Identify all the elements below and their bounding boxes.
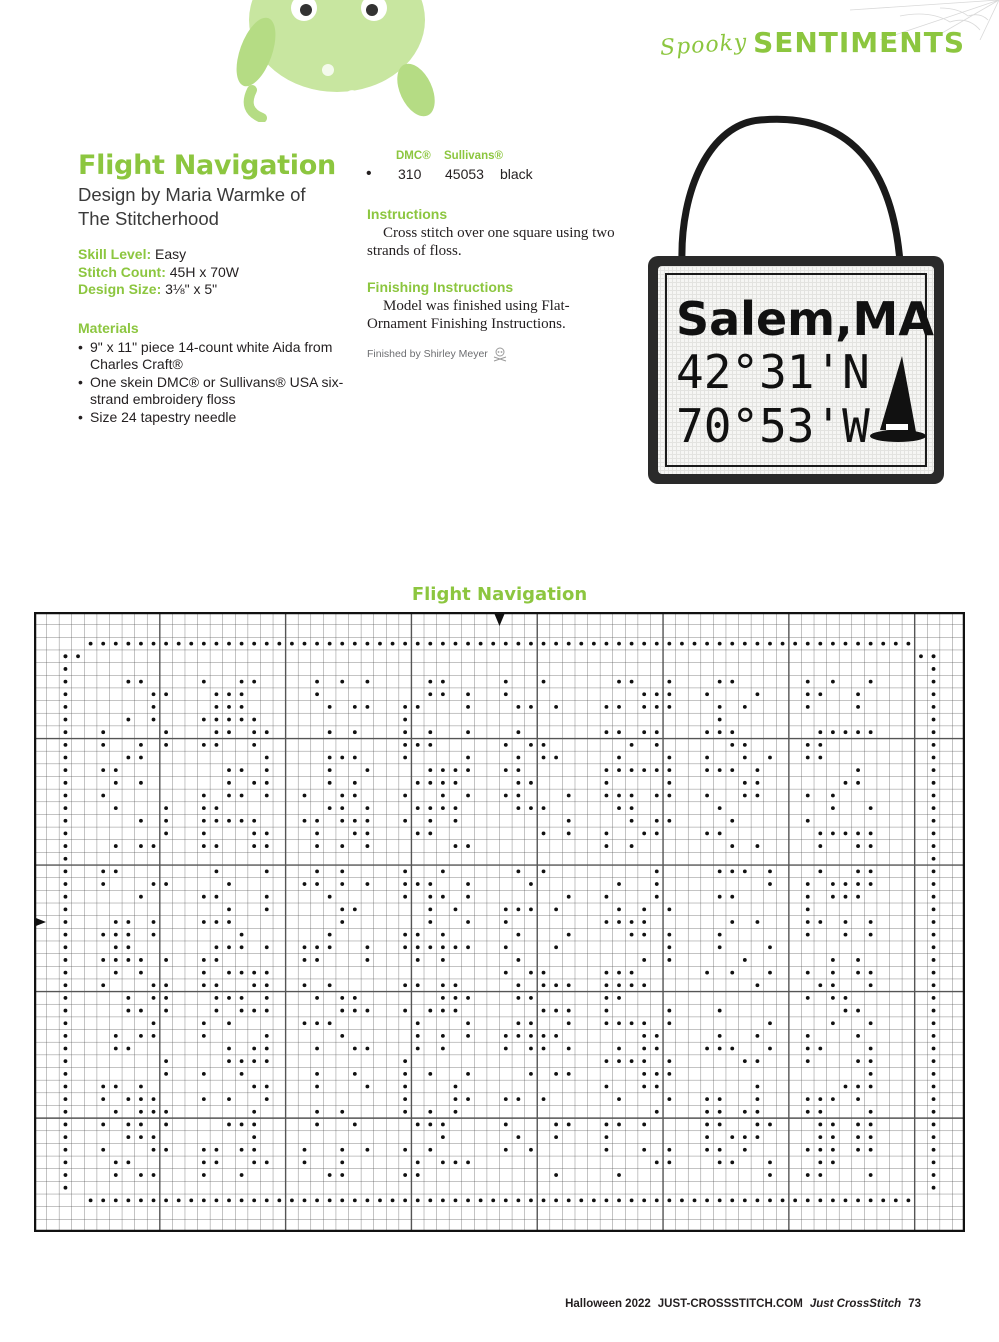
skill-level: Skill Level: Easy (78, 246, 187, 262)
color-key-header (366, 150, 596, 162)
instructions-section (367, 206, 637, 260)
design-title: Flight Navigation (78, 150, 336, 181)
designer-line-1: Design by Maria Warmke of (78, 184, 306, 205)
color-key-row (366, 165, 596, 183)
footer-site: JUST-CROSSSTITCH.COM (657, 1298, 803, 1310)
list-item: • Size 24 tapestry needle (78, 409, 348, 427)
finisher-credit: Finished by Shirley Meyer (367, 346, 508, 362)
stitch-count: Stitch Count: 45H x 70W (78, 263, 240, 280)
cross-stitch-chart (34, 612, 965, 1232)
monster-illustration (232, 0, 442, 122)
dmc-column-header: DMC® (396, 150, 431, 162)
sullivans-column-header: Sullivans® (444, 150, 503, 162)
instructions-heading: Instructions (367, 206, 448, 222)
footer-magazine: Just CrossStitch (809, 1298, 902, 1310)
list-item: • 9" x 11" piece 14-count white Aida from Charles Craft® (78, 339, 348, 374)
ornament-text-latitude: 42°31'N (676, 345, 870, 399)
instructions-text: Cross stitch over one square using two strands of floss. (367, 225, 615, 259)
center-arrow-left-icon (34, 917, 46, 927)
finishing-heading: Finishing Instructions (367, 279, 514, 295)
color-name: black (500, 166, 533, 182)
ornament-text-longitude: 70°53'W (676, 399, 870, 453)
color-key (366, 150, 596, 183)
series-word-spooky: Spooky (658, 29, 748, 62)
chart-grid (34, 612, 965, 1232)
designer-line-2: The Stitcherhood (78, 208, 219, 229)
materials-heading: Materials (78, 320, 139, 336)
dmc-number: 310 (398, 166, 422, 182)
sullivans-number: 45053 (445, 166, 484, 182)
list-item: • One skein DMC® or Sullivans® USA six-strand embroidery floss (78, 374, 348, 409)
chart-title: Flight Navigation (411, 584, 588, 605)
page-footer (565, 1298, 921, 1310)
finishing-text: Model was finished using Flat-Ornament Finishing Instructions. (367, 298, 570, 332)
design-specs (78, 246, 239, 299)
materials-section (78, 320, 348, 426)
materials-list (78, 339, 348, 427)
center-arrow-top-icon (495, 614, 505, 626)
series-logo (658, 24, 965, 62)
finishing-section (367, 279, 597, 333)
series-word-sentiments: SENTIMENTS (753, 26, 965, 59)
design-size: Design Size: 3⅛" x 5" (78, 281, 218, 297)
footer-issue: Halloween 2022 (565, 1298, 651, 1310)
ornament-text-city: Salem,MA (676, 292, 934, 346)
stitch-symbol: • (366, 165, 372, 182)
page-number: 73 (908, 1298, 921, 1310)
designer-credit (78, 183, 348, 231)
skull-crossbones-icon (492, 346, 508, 362)
finished-ornament-photo (640, 110, 970, 510)
